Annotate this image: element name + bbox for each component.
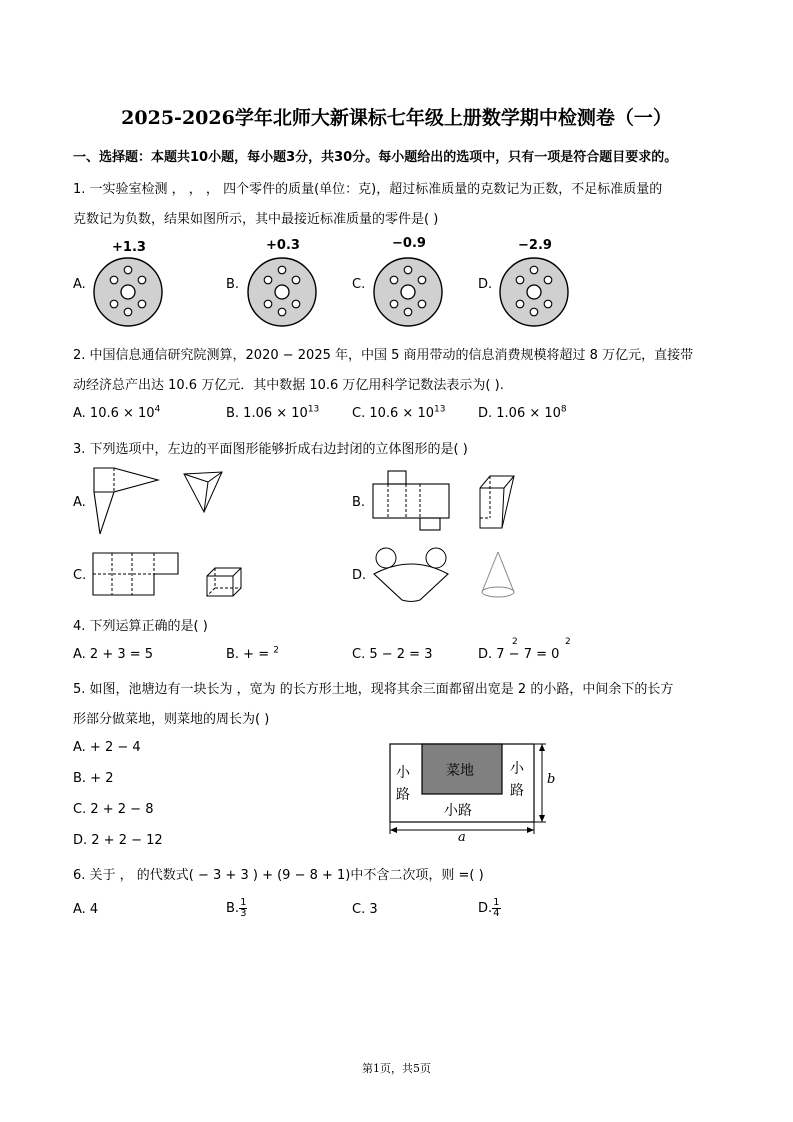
road-bottom-label: 小路 <box>444 803 472 819</box>
q5-option-c: C. 2 + 2 − 8 <box>73 802 154 817</box>
question-2-line-1: 2. 中国信息通信研究院测算，2020 − 2025 年，中国 5 商用带动的信息消费规模将超过 8 万亿元，直接带 <box>73 348 694 363</box>
question-4-line-1: 4. 下列运算正确的是( ) <box>73 619 208 634</box>
q2-option-d: D. $1.06 \times 10^8$ <box>478 404 567 421</box>
part-disc-b-icon <box>246 256 318 328</box>
q4-option-a: A. 2 + 3 = 5 <box>73 647 154 662</box>
width-label-a: a <box>458 830 466 845</box>
q3-d-net-figure <box>372 546 452 602</box>
question-6-line-1: 6. 关于 ， 的代数式( − 3 + 3 ) + (9 − 8 + 1)中不含二次项，则 =( ) <box>73 868 484 883</box>
q2-option-b: B. $1.06 \times 10^{13}$ <box>226 404 320 421</box>
question-1-line-2: 克数记为负数，结果如图所示，其中最接近标准质量的零件是( ) <box>73 212 439 227</box>
q5-option-b: B. + 2 <box>73 771 114 786</box>
section-heading: 一、选择题：本题共10小题，每小题3分，共30分。每小题给出的选项中，只有一项是符合题目要求的。 <box>73 150 678 165</box>
q5-option-a: A. + 2 − 4 <box>73 740 141 755</box>
part-disc-d-icon <box>498 256 570 328</box>
q3-a-net-figure <box>92 466 167 536</box>
q1-option-b-label: B. <box>226 277 240 292</box>
q6-option-d: D. $\frac{1}{4}$ <box>478 897 500 919</box>
road-right-label-2: 路 <box>510 783 524 799</box>
q1-option-a-label: A. <box>73 277 86 292</box>
q3-option-d-label: D. <box>352 568 367 583</box>
q3-option-b-label: B. <box>352 495 366 510</box>
q6-option-a: A. 4 <box>73 902 99 917</box>
q1-option-d-value: −2.9 <box>518 238 552 253</box>
q5-garden-figure <box>388 742 558 848</box>
part-disc-a-icon <box>92 256 164 328</box>
q3-c-net-figure <box>92 552 180 596</box>
height-label-b: b <box>547 772 556 787</box>
part-disc-c-icon <box>372 256 444 328</box>
q3-option-a-label: A. <box>73 495 86 510</box>
q4-option-c: C. 5 − 2 = 3 <box>352 647 433 662</box>
q5-option-d: D. 2 + 2 − 12 <box>73 833 163 848</box>
page-title: 2025-2026学年北师大新课标七年级上册数学期中检测卷（一） <box>121 107 672 129</box>
question-5-line-2: 形部分做菜地，则菜地的周长为( ) <box>73 712 270 727</box>
q1-option-a-value: +1.3 <box>112 240 146 255</box>
q1-option-c-label: C. <box>352 277 366 292</box>
q1-option-b-value: +0.3 <box>266 238 300 253</box>
road-left-label-1: 小 <box>396 765 410 781</box>
question-1-line-1: 1. 一实验室检测 ， ， ， 四个零件的质量(单位：克)，超过标准质量的克数记为正数，不足标准质量的 <box>73 182 663 197</box>
q4-option-d: D. 7 − 7 = 0 <box>478 647 560 662</box>
q1-option-c-value: −0.9 <box>392 236 426 251</box>
question-5-line-1: 5. 如图，池塘边有一块长为 ，宽为 的长方形土地，现将其余三面都留出宽是 2 的小路，中间余下的长方 <box>73 682 674 697</box>
q3-b-net-figure <box>372 470 452 532</box>
q2-option-c: C. $10.6 \times 10^{13}$ <box>352 404 446 421</box>
garden-label: 菜地 <box>446 763 474 779</box>
q3-a-pyramid-figure <box>182 470 224 516</box>
q2-option-a: A. $10.6 \times 10^4$ <box>73 404 161 421</box>
question-2-line-2: 动经济总产出达 10.6 万亿元．其中数据 10.6 万亿用科学记数法表示为( ). <box>73 378 504 393</box>
q3-c-cube-figure <box>205 566 243 598</box>
q4-option-b: B. + = $^2$ <box>226 645 279 662</box>
q6-option-c: C. 3 <box>352 902 378 917</box>
q6-option-b: B. $\frac{1}{3}$ <box>226 897 247 919</box>
question-3-line-1: 3. 下列选项中，左边的平面图形能够折成右边封闭的立体图形的是( ) <box>73 442 468 457</box>
q1-option-d-label: D. <box>478 277 493 292</box>
q3-option-c-label: C. <box>73 568 87 583</box>
road-left-label-2: 路 <box>396 787 410 803</box>
q3-b-prism-figure <box>478 474 518 530</box>
page-footer: 第1页，共5页 <box>362 1062 431 1075</box>
q3-d-cone-figure <box>478 550 518 600</box>
road-right-label-1: 小 <box>510 761 524 777</box>
